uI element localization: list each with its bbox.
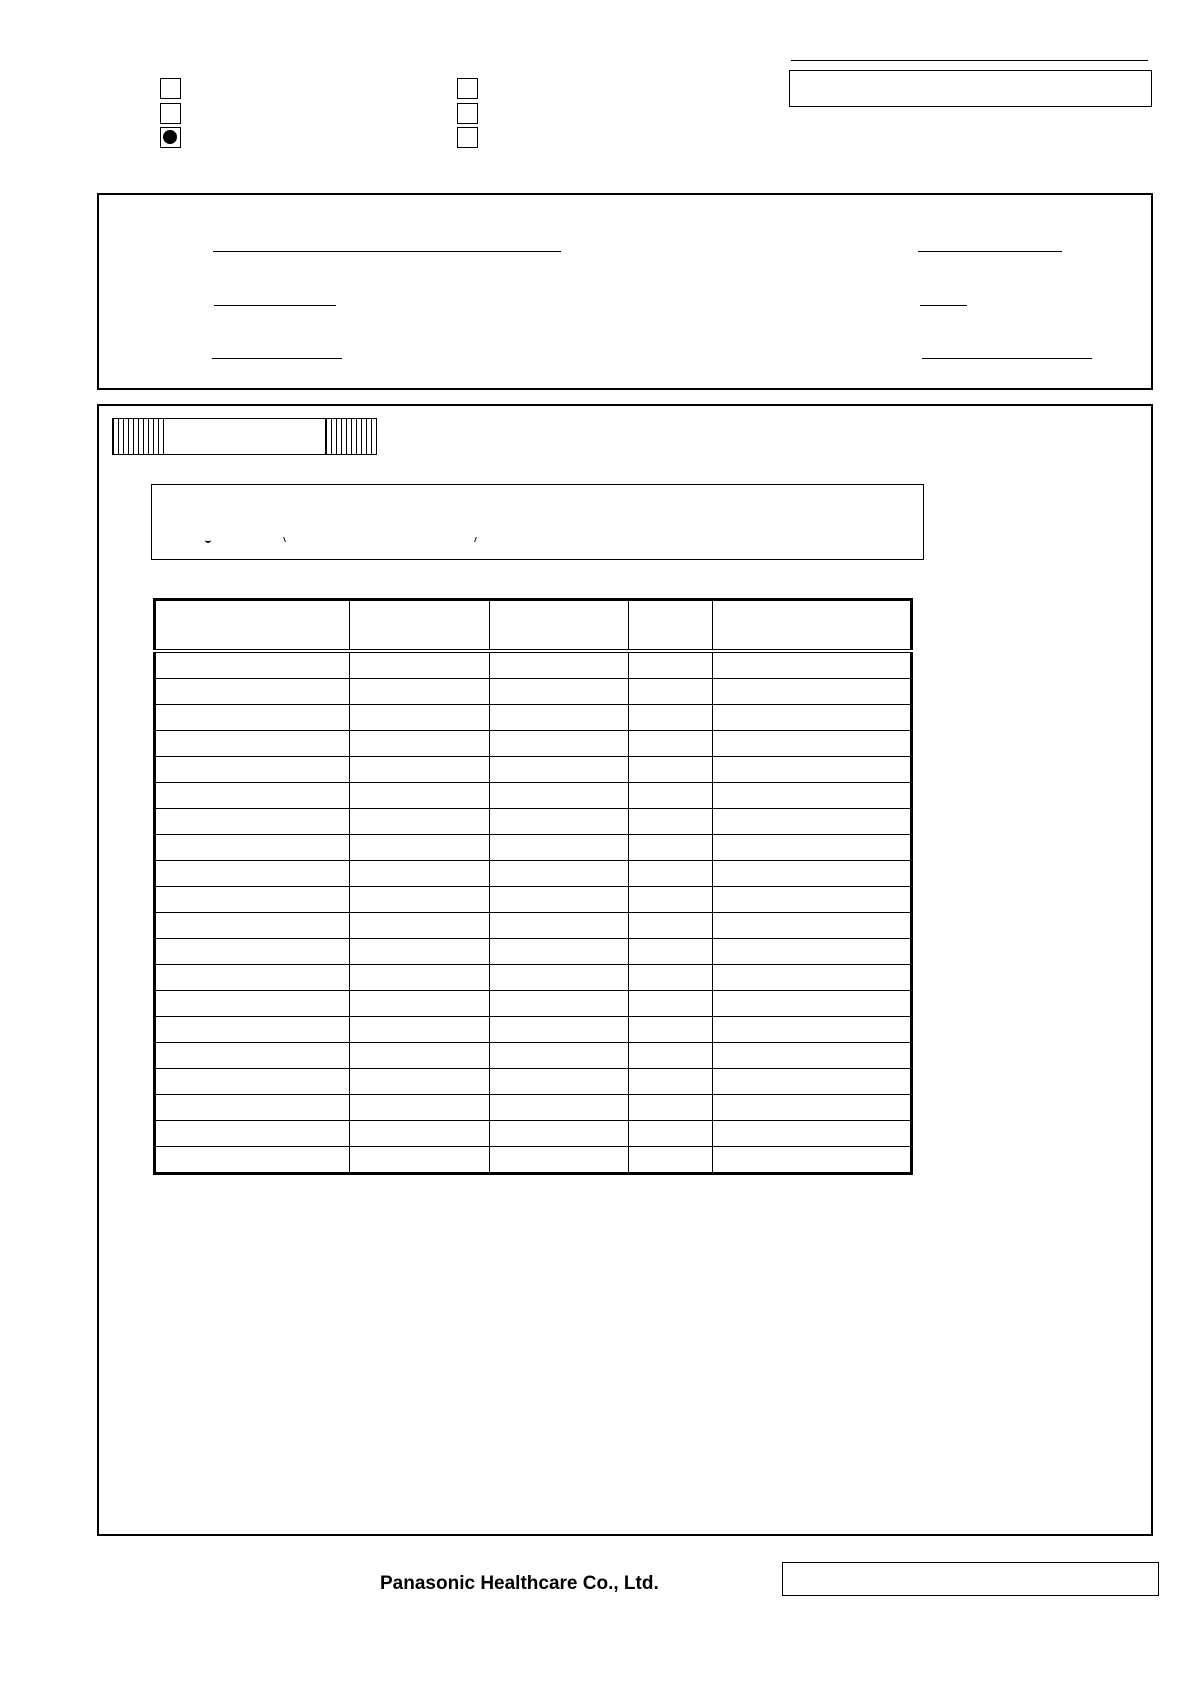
table-cell[interactable]: [713, 783, 912, 809]
table-row: [155, 783, 912, 809]
table-cell[interactable]: [490, 783, 629, 809]
table-cell[interactable]: [713, 1069, 912, 1095]
table-cell[interactable]: [490, 809, 629, 835]
table-cell[interactable]: [155, 1095, 350, 1121]
table-cell[interactable]: [490, 835, 629, 861]
table-cell[interactable]: [490, 1147, 629, 1174]
table-cell[interactable]: [350, 783, 490, 809]
info-field-line-6[interactable]: [922, 358, 1092, 359]
table-cell[interactable]: [713, 965, 912, 991]
table-cell[interactable]: [629, 991, 713, 1017]
table-cell[interactable]: [155, 783, 350, 809]
table-cell[interactable]: [629, 965, 713, 991]
table-cell[interactable]: [490, 1043, 629, 1069]
document-number-field[interactable]: [789, 70, 1152, 107]
table-cell[interactable]: [350, 1147, 490, 1174]
table-cell[interactable]: [713, 679, 912, 705]
table-cell[interactable]: [350, 809, 490, 835]
option-checkbox-left-3[interactable]: [160, 127, 181, 148]
table-cell[interactable]: [350, 679, 490, 705]
table-cell[interactable]: [713, 939, 912, 965]
table-cell[interactable]: [713, 1095, 912, 1121]
table-cell[interactable]: [713, 1043, 912, 1069]
table-cell[interactable]: [713, 651, 912, 679]
table-cell[interactable]: [350, 861, 490, 887]
table-cell[interactable]: [155, 1043, 350, 1069]
option-checkbox-right-1[interactable]: [457, 78, 478, 99]
table-cell[interactable]: [629, 1095, 713, 1121]
table-cell[interactable]: [713, 913, 912, 939]
table-cell[interactable]: [713, 991, 912, 1017]
table-cell[interactable]: [490, 1069, 629, 1095]
table-cell[interactable]: [350, 705, 490, 731]
table-cell[interactable]: [350, 1043, 490, 1069]
footer-field[interactable]: [782, 1562, 1159, 1596]
table-cell[interactable]: [350, 731, 490, 757]
info-field-line-5[interactable]: [920, 305, 967, 306]
section-tab-label-box: [164, 418, 326, 455]
table-cell[interactable]: [629, 1147, 713, 1174]
table-cell[interactable]: [490, 965, 629, 991]
header-rule: [791, 60, 1148, 61]
table-header-row: [155, 600, 912, 652]
table-row: [155, 887, 912, 913]
column-header-5: [713, 600, 912, 652]
table-row: [155, 1017, 912, 1043]
column-header-1: [155, 600, 350, 652]
section-tab-hatch-left: [112, 418, 165, 455]
table-cell[interactable]: [155, 991, 350, 1017]
table-cell[interactable]: [629, 861, 713, 887]
table-cell[interactable]: [155, 1017, 350, 1043]
table-cell[interactable]: [629, 835, 713, 861]
table-row: [155, 1121, 912, 1147]
table-row: [155, 731, 912, 757]
table-cell[interactable]: [490, 679, 629, 705]
table-row: [155, 913, 912, 939]
table-cell[interactable]: [490, 651, 629, 679]
option-checkbox-left-1[interactable]: [160, 78, 181, 99]
table-cell[interactable]: [713, 1017, 912, 1043]
table-row: [155, 809, 912, 835]
note-box[interactable]: [151, 484, 924, 560]
table-cell[interactable]: [155, 939, 350, 965]
table-row: [155, 1043, 912, 1069]
table-cell[interactable]: [713, 757, 912, 783]
table-cell[interactable]: [629, 705, 713, 731]
column-header-3: [490, 600, 629, 652]
table-cell[interactable]: [350, 757, 490, 783]
table-row: [155, 679, 912, 705]
info-panel: [97, 193, 1153, 390]
table-row: [155, 991, 912, 1017]
table-cell[interactable]: [629, 1069, 713, 1095]
table-cell[interactable]: [155, 651, 350, 679]
table-cell[interactable]: [155, 679, 350, 705]
table-cell[interactable]: [155, 835, 350, 861]
table-cell[interactable]: [629, 731, 713, 757]
table-cell[interactable]: [155, 861, 350, 887]
table-cell[interactable]: [629, 679, 713, 705]
table-row: [155, 651, 912, 679]
table-cell[interactable]: [629, 783, 713, 809]
table-cell[interactable]: [629, 651, 713, 679]
table-cell[interactable]: [713, 887, 912, 913]
table-row: [155, 861, 912, 887]
table-cell[interactable]: [155, 887, 350, 913]
table-cell[interactable]: [490, 939, 629, 965]
info-field-line-4[interactable]: [918, 251, 1062, 252]
table-cell[interactable]: [350, 1121, 490, 1147]
table-cell[interactable]: [713, 861, 912, 887]
data-table: [153, 598, 913, 1175]
table-cell[interactable]: [713, 1121, 912, 1147]
table-row: [155, 1095, 912, 1121]
table-cell[interactable]: [713, 809, 912, 835]
table-cell[interactable]: [490, 731, 629, 757]
table-cell[interactable]: [350, 887, 490, 913]
table-cell[interactable]: [629, 1043, 713, 1069]
note-glyph-2: [283, 537, 287, 542]
company-name: Panasonic Healthcare Co., Ltd.: [380, 1573, 659, 1594]
table-cell[interactable]: [490, 1017, 629, 1043]
table-cell[interactable]: [629, 913, 713, 939]
table-cell[interactable]: [155, 757, 350, 783]
table-cell[interactable]: [629, 887, 713, 913]
table-cell[interactable]: [629, 939, 713, 965]
table-row: [155, 1147, 912, 1174]
table-cell[interactable]: [490, 991, 629, 1017]
table-cell[interactable]: [490, 757, 629, 783]
table-cell[interactable]: [155, 705, 350, 731]
table-cell[interactable]: [350, 939, 490, 965]
table-cell[interactable]: [155, 1069, 350, 1095]
table-cell[interactable]: [155, 809, 350, 835]
option-checkbox-right-3[interactable]: [457, 127, 478, 148]
section-tab-hatch-right: [325, 418, 377, 455]
table-cell[interactable]: [155, 965, 350, 991]
column-header-4: [629, 600, 713, 652]
table-cell[interactable]: [490, 887, 629, 913]
note-glyph-3: [474, 537, 478, 542]
note-glyph-1: [205, 537, 211, 543]
table-row: [155, 835, 912, 861]
table-cell[interactable]: [490, 705, 629, 731]
table-cell[interactable]: [350, 965, 490, 991]
table-row: [155, 1069, 912, 1095]
table-cell[interactable]: [155, 1121, 350, 1147]
info-field-line-3[interactable]: [212, 358, 342, 359]
table-cell[interactable]: [490, 1121, 629, 1147]
table-cell[interactable]: [155, 1147, 350, 1174]
table-cell[interactable]: [350, 913, 490, 939]
option-checkbox-right-2[interactable]: [457, 103, 478, 124]
table-cell[interactable]: [155, 913, 350, 939]
table-cell[interactable]: [629, 1017, 713, 1043]
table-cell[interactable]: [350, 835, 490, 861]
table-row: [155, 757, 912, 783]
table-cell[interactable]: [350, 651, 490, 679]
table-cell[interactable]: [155, 731, 350, 757]
table-cell[interactable]: [713, 1147, 912, 1174]
table-cell[interactable]: [490, 861, 629, 887]
table-cell[interactable]: [713, 731, 912, 757]
info-field-line-2[interactable]: [214, 305, 336, 306]
table-cell[interactable]: [490, 913, 629, 939]
table-cell[interactable]: [713, 705, 912, 731]
column-header-2: [350, 600, 490, 652]
table-cell[interactable]: [629, 1121, 713, 1147]
table-row: [155, 965, 912, 991]
table-cell[interactable]: [490, 1095, 629, 1121]
table-row: [155, 939, 912, 965]
info-field-line-1[interactable]: [213, 251, 561, 252]
table-cell[interactable]: [350, 1069, 490, 1095]
table-cell[interactable]: [350, 1017, 490, 1043]
table-cell[interactable]: [713, 835, 912, 861]
table-cell[interactable]: [350, 991, 490, 1017]
table-cell[interactable]: [629, 809, 713, 835]
option-checkbox-left-2[interactable]: [160, 103, 181, 124]
table-row: [155, 705, 912, 731]
table-cell[interactable]: [350, 1095, 490, 1121]
table-cell[interactable]: [629, 757, 713, 783]
